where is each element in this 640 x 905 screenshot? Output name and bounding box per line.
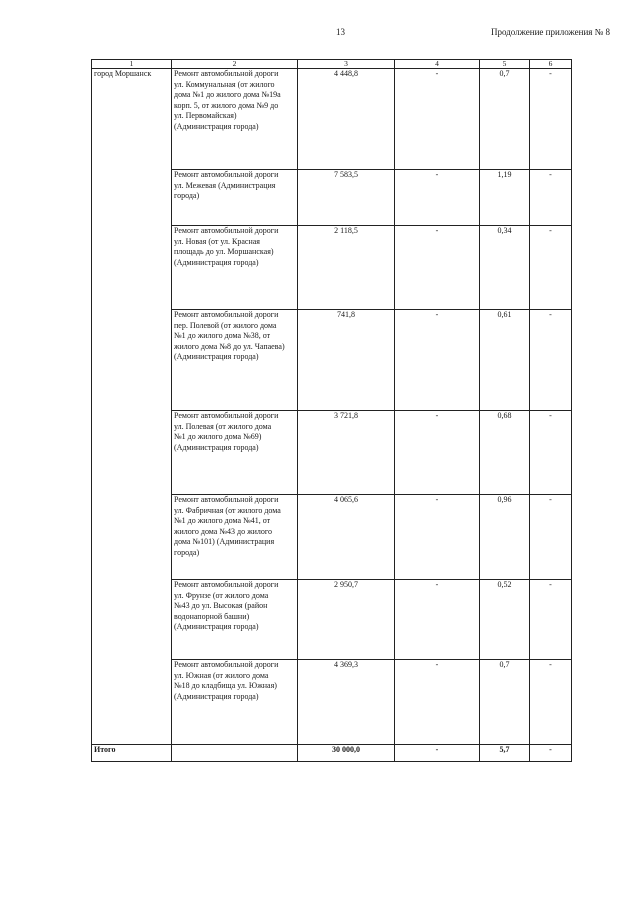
description-line: (Администрация города) (174, 121, 259, 131)
total-col6: - (530, 745, 572, 762)
column-number: 6 (530, 60, 572, 69)
col4-cell: - (395, 226, 480, 310)
description-line: ул. Фабричная (от жилого дома (174, 505, 281, 515)
table-row (92, 69, 572, 170)
total-col4: - (395, 745, 480, 762)
col4-cell: - (395, 580, 480, 660)
description-line: (Администрация города) (174, 442, 259, 452)
work-description (172, 495, 298, 580)
col4-cell: - (395, 69, 480, 170)
page-number: 13 (336, 27, 345, 37)
description-line: корп. 5, от жилого дома №9 до (174, 100, 279, 110)
description-line: Ремонт автомобильной дороги (174, 580, 279, 589)
amount-cell: 2 118,5 (298, 226, 395, 310)
length-cell: 0,96 (480, 495, 530, 580)
col6-cell: - (530, 226, 572, 310)
description-line: Ремонт автомобильной дороги (174, 170, 279, 179)
description-line: жилого дома №43 до жилого (174, 526, 272, 536)
description-line: №1 до жилого дома №69) (174, 432, 262, 441)
col6-cell: - (530, 310, 572, 411)
description-line: (Администрация города) (174, 257, 259, 267)
length-cell: 1,19 (480, 170, 530, 226)
work-description (172, 310, 298, 411)
col6-cell: - (530, 69, 572, 170)
work-description (172, 69, 298, 170)
description-line: города) (174, 547, 200, 557)
description-line: дома №101) (Администрация (174, 537, 275, 546)
column-numbers-row (92, 60, 572, 69)
col4-cell: - (395, 411, 480, 495)
col6-cell: - (530, 580, 572, 660)
description-line: (Администрация города) (174, 691, 259, 701)
work-description (172, 170, 298, 226)
description-line: ул. Первомайская) (174, 111, 237, 120)
description-line: жилого дома №8 до ул. Чапаева) (174, 341, 285, 351)
description-line: ул. Новая (от ул. Красная (174, 236, 260, 246)
column-number: 5 (480, 60, 530, 69)
description-line: Ремонт автомобильной дороги (174, 495, 279, 504)
total-label: Итого (92, 745, 172, 762)
description-line: ул. Южная (от жилого дома (174, 670, 269, 680)
column-number: 4 (395, 60, 480, 69)
description-line: ул. Полевая (от жилого дома (174, 421, 272, 431)
description-line: (Администрация города) (174, 622, 259, 631)
work-description (172, 580, 298, 660)
length-cell: 0,7 (480, 660, 530, 745)
description-line: ул. Фрунзе (от жилого дома (174, 590, 269, 600)
description-line: Ремонт автомобильной дороги (174, 310, 279, 319)
description-line: пер. Полевой (от жилого дома (174, 320, 277, 330)
total-length: 5,7 (480, 745, 530, 762)
length-cell: 0,34 (480, 226, 530, 310)
length-cell: 0,52 (480, 580, 530, 660)
col6-cell: - (530, 495, 572, 580)
description-line: ул. Коммунальная (от жилого (174, 79, 275, 89)
work-description (172, 411, 298, 495)
table-body (92, 69, 572, 745)
col6-cell: - (530, 170, 572, 226)
description-line: Ремонт автомобильной дороги (174, 226, 279, 235)
description-line: №18 до кладбища ул. Южная) (174, 681, 277, 690)
total-amount: 30 000,0 (298, 745, 395, 762)
continuation-note: Продолжение приложения № 8 (490, 27, 610, 37)
amount-cell: 7 583,5 (298, 170, 395, 226)
description-line: города) (174, 191, 200, 200)
col4-cell: - (395, 495, 480, 580)
length-cell: 0,68 (480, 411, 530, 495)
amount-cell: 4 369,3 (298, 660, 395, 745)
length-cell: 0,61 (480, 310, 530, 411)
description-line: №1 до жилого дома №41, от (174, 516, 271, 525)
amount-cell: 4 065,6 (298, 495, 395, 580)
description-line: Ремонт автомобильной дороги (174, 69, 279, 78)
amount-cell: 3 721,8 (298, 411, 395, 495)
amount-cell: 741,8 (298, 310, 395, 411)
total-row (92, 745, 572, 762)
length-cell: 0,7 (480, 69, 530, 170)
description-line: водонапорной башни) (174, 611, 250, 621)
description-line: (Администрация города) (174, 352, 259, 361)
description-line: площадь до ул. Моршанская) (174, 247, 274, 256)
work-description (172, 660, 298, 745)
col4-cell: - (395, 310, 480, 411)
col6-cell: - (530, 411, 572, 495)
amount-cell: 4 448,8 (298, 69, 395, 170)
description-line: ул. Межевая (Администрация (174, 180, 276, 190)
description-line: №43 до ул. Высокая (район (174, 601, 268, 610)
description-line: №1 до жилого дома №38, от (174, 331, 271, 340)
description-line: Ремонт автомобильной дороги (174, 411, 279, 420)
description-line: дома №1 до жилого дома №19а (174, 90, 281, 99)
col4-cell: - (395, 170, 480, 226)
column-number: 2 (172, 60, 298, 69)
total-empty-cell (172, 745, 298, 762)
work-description (172, 226, 298, 310)
budget-table (91, 59, 572, 762)
amount-cell: 2 950,7 (298, 580, 395, 660)
city-cell: город Моршанск (92, 69, 172, 745)
description-line: Ремонт автомобильной дороги (174, 660, 279, 669)
column-number: 1 (92, 60, 172, 69)
col6-cell: - (530, 660, 572, 745)
col4-cell: - (395, 660, 480, 745)
column-number: 3 (298, 60, 395, 69)
